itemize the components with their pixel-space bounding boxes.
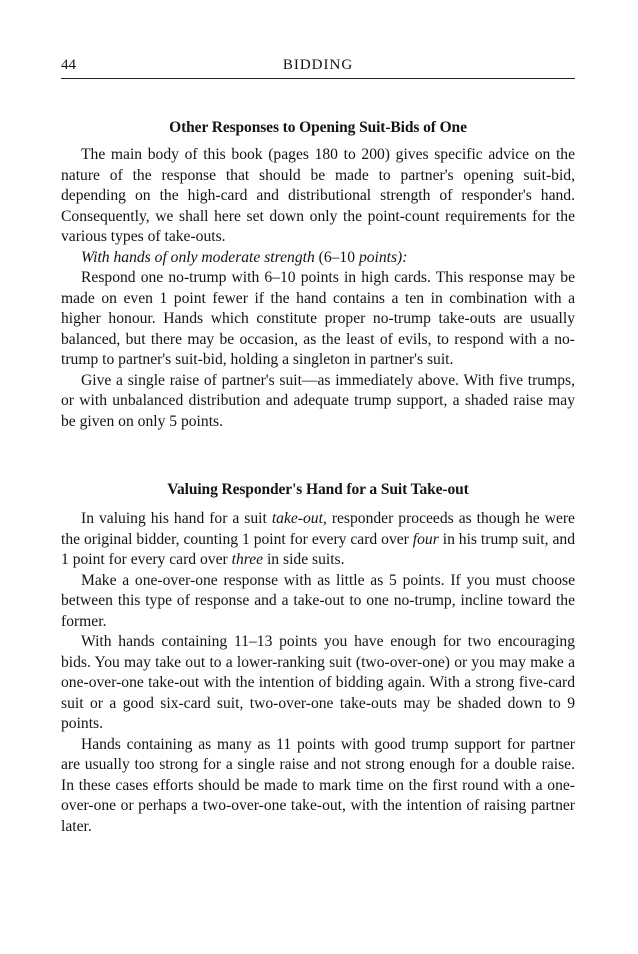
book-page (61, 56, 575, 837)
paragraph-subheading (61, 248, 575, 269)
paragraph (61, 509, 575, 571)
paragraph: Give a single raise of partner's suit—as immediately above. With five trumps, or with unbalanced distribution and adequate trump support, a shaded raise may be given on only 5 points. (61, 371, 575, 430)
text-run: In valuing his hand for a suit (81, 510, 272, 527)
paragraph: Hands containing as many as 11 points with good trump support for partner are usually too strong for a single raise and not strong enough for a double raise. In these cases efforts should be made to mark time on the first round with a one-over-one or perhaps a two-over-one take-out, with the intention of raising partner later. (61, 735, 575, 835)
paragraph: The main body of this book (pages 180 to 200) gives specific advice on the nature of the response that should be made to partner's opening suit-bid, depending on the high-card and distributional strength of responder's hand. Consequently, we shall here set down only the point-count requirements for the various types of take-outs. (61, 146, 575, 245)
section-heading-other-responses: Other Responses to Opening Suit-Bids of One (169, 119, 467, 136)
paragraph: With hands containing 11–13 points you have enough for two encouraging bids. You may take out to a lower-ranking suit (two-over-one) or you may make a one-over-one take-out with the intention of bidding again. With a strong five-card suit or a good six-card suit, two-over-one take-outs may be shaded down to 9 points. (61, 633, 575, 732)
italic-text: three (231, 551, 264, 568)
page-number: 44 (61, 57, 76, 73)
paragraph: Make a one-over-one response with as little as 5 points. If you must choose between this type of response and a take-out to one no-trump, incline toward the former. (61, 571, 575, 630)
italic-text: points): (358, 248, 408, 266)
text-run: (6–10 (314, 248, 359, 266)
italic-text: With hands of only moderate strength (81, 248, 315, 266)
italic-text: take-out, (271, 510, 327, 527)
text-run: in his trump suit, and 1 point for every card over (61, 530, 575, 568)
text-run: in side suits. (263, 551, 345, 568)
running-head (61, 56, 575, 79)
section-heading-valuing-responder: Valuing Responder's Hand for a Suit Take-out (167, 481, 469, 498)
text-run: responder proceeds as though he were the original bidder, counting 1 point for every card over (61, 510, 575, 548)
italic-text: four (412, 530, 439, 548)
paragraph: Respond one no-trump with 6–10 points in high cards. This response may be made on even 1 point fewer if the hand contains a ten in combination with a higher honour. Hands which constitute proper no-trump take-outs are usually balanced, but there may be occasion, as the least of evils, to respond with a no-trump to partner's suit-bid, holding a singleton in partner's suit. (61, 269, 575, 368)
running-title: BIDDING (282, 57, 354, 73)
